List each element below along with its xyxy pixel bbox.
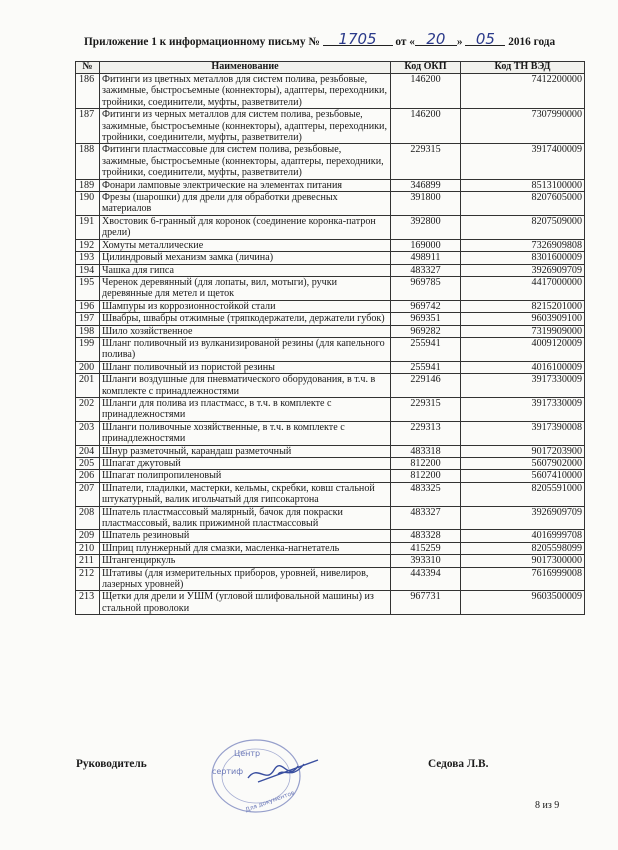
row-okp-cell: 969742 [391,300,461,312]
row-tnved-cell: 8513100000 [461,179,585,191]
row-name-cell: Шприц плунжерный для смазки, масленка-нагнетатель [100,542,391,554]
row-number-cell: 205 [76,458,100,470]
table-row [76,506,585,530]
row-number-cell: 193 [76,252,100,264]
row-name-cell: Шланг поливочный из пористой резины [100,361,391,373]
letter-month: 05 [465,33,505,46]
row-number-cell: 210 [76,542,100,554]
row-okp-cell: 812200 [391,470,461,482]
table-row [76,300,585,312]
row-name-cell: Шланги поливочные хозяйственные, в т.ч. в комплекте с принадлежностями [100,421,391,445]
row-number-cell: 209 [76,530,100,542]
row-number-cell: 200 [76,361,100,373]
row-tnved-cell: 8205598099 [461,542,585,554]
row-okp-cell: 255941 [391,337,461,361]
table-body [76,74,585,615]
row-number-cell: 207 [76,482,100,506]
row-name-cell: Хомуты металлические [100,239,391,251]
row-okp-cell: 415259 [391,542,461,554]
row-name-cell: Штангенциркуль [100,555,391,567]
row-name-cell: Шпатель резиновый [100,530,391,542]
row-number-cell: 202 [76,397,100,421]
row-tnved-cell: 3926909709 [461,264,585,276]
row-name-cell: Швабры, швабры отжимные (тряпкодержатели, держатели губок) [100,313,391,325]
row-tnved-cell: 3917330009 [461,397,585,421]
row-tnved-cell: 9603909100 [461,313,585,325]
row-name-cell: Шило хозяйственное [100,325,391,337]
row-name-cell: Шланги для полива из пластмасс, в т.ч. в комплекте с принадлежностями [100,397,391,421]
row-name-cell: Фитинги из цветных металлов для систем полива, резьбовые, зажимные, быстросъемные (коннекторы), адаптеры, переходники, тройники, соединители, муфты, разветвители) [100,74,391,109]
row-okp-cell: 483327 [391,264,461,276]
row-okp-cell: 169000 [391,239,461,251]
row-number-cell: 188 [76,144,100,179]
row-number-cell: 201 [76,374,100,398]
products-table [75,61,585,615]
col-header-tnved: Код ТН ВЭД [461,62,585,74]
stamp-text-top: Центр [234,749,261,758]
row-tnved-cell: 8207605000 [461,192,585,216]
row-name-cell: Фитинги пластмассовые для систем полива, резьбовые, зажимные, быстросъемные (коннекторы, адаптеры, переходники, тройники, соединители, муфты, разветвители) [100,144,391,179]
row-number-cell: 196 [76,300,100,312]
row-okp-cell: 392800 [391,215,461,239]
row-okp-cell: 146200 [391,109,461,144]
row-number-cell: 208 [76,506,100,530]
col-header-number: № [76,62,100,74]
row-okp-cell: 969351 [391,313,461,325]
row-tnved-cell: 4009120009 [461,337,585,361]
row-okp-cell: 229315 [391,144,461,179]
row-number-cell: 197 [76,313,100,325]
table-row [76,74,585,109]
row-tnved-cell: 5607902000 [461,458,585,470]
row-tnved-cell: 7307990000 [461,109,585,144]
row-number-cell: 203 [76,421,100,445]
table-row [76,567,585,591]
row-number-cell: 211 [76,555,100,567]
from-label: от « [395,36,415,48]
table-row [76,591,585,615]
table-row [76,361,585,373]
table-row [76,482,585,506]
row-okp-cell: 483328 [391,530,461,542]
table-row [76,397,585,421]
row-okp-cell: 393310 [391,555,461,567]
row-name-cell: Черенок деревянный (для лопаты, вил, мотыги), ручки деревянные для метел и щеток [100,276,391,300]
row-name-cell: Цилиндровый механизм замка (личина) [100,252,391,264]
row-tnved-cell: 4016100009 [461,361,585,373]
table-row [76,542,585,554]
row-okp-cell: 969282 [391,325,461,337]
row-number-cell: 204 [76,445,100,457]
letter-number: 1705 [323,33,393,46]
row-name-cell: Хвостовик 6-гранный для коронок (соединение коронка-патрон дрели) [100,215,391,239]
row-name-cell: Шпатели, гладилки, мастерки, кельмы, скребки, ковш стальной штукатурный, валик игольчатый для гипсокартона [100,482,391,506]
row-tnved-cell: 4417000000 [461,276,585,300]
row-okp-cell: 483325 [391,482,461,506]
row-okp-cell: 391800 [391,192,461,216]
row-number-cell: 189 [76,179,100,191]
table-row [76,192,585,216]
row-tnved-cell: 8301600009 [461,252,585,264]
row-okp-cell: 229315 [391,397,461,421]
row-number-cell: 199 [76,337,100,361]
row-okp-cell: 229146 [391,374,461,398]
row-name-cell: Фрезы (шарошки) для дрели для обработки древесных материалов [100,192,391,216]
table-row [76,313,585,325]
year-text: 2016 года [508,36,556,48]
row-name-cell: Шпатель пластмассовый малярный, бачок для покраски пластмассовый, валик прижимной пластмассовый [100,506,391,530]
table-row [76,215,585,239]
row-tnved-cell: 3926909709 [461,506,585,530]
row-tnved-cell: 7412200000 [461,74,585,109]
row-name-cell: Шпагат джутовый [100,458,391,470]
row-name-cell: Шпагат полипропиленовый [100,470,391,482]
row-okp-cell: 443394 [391,567,461,591]
table-header-row [76,62,585,74]
row-number-cell: 194 [76,264,100,276]
row-name-cell: Шланг поливочный из вулканизированой резины (для капельного полива) [100,337,391,361]
title-prefix: Приложение 1 к информационному письму № [84,36,320,48]
seal-stamp [208,734,328,814]
row-number-cell: 187 [76,109,100,144]
row-name-cell: Щетки для дрели и УШМ (угловой шлифовальной машины) из стальной проволоки [100,591,391,615]
row-tnved-cell: 3917390008 [461,421,585,445]
row-okp-cell: 483318 [391,445,461,457]
table-row [76,530,585,542]
row-tnved-cell: 3917330009 [461,374,585,398]
table-row [76,555,585,567]
row-tnved-cell: 3917400009 [461,144,585,179]
appendix-title [84,30,594,48]
row-okp-cell: 812200 [391,458,461,470]
row-okp-cell: 498911 [391,252,461,264]
col-header-okp: Код ОКП [391,62,461,74]
row-name-cell: Фитинги из черных металлов для систем полива, резьбовые, зажимные, быстросъемные (коннекторы), адаптеры, переходники, тройники, соединители, муфты, разветвители) [100,109,391,144]
letter-day: 20 [415,33,457,46]
table-row [76,374,585,398]
row-tnved-cell: 9017203900 [461,445,585,457]
signature-icon [248,760,318,782]
table-row [76,337,585,361]
row-number-cell: 198 [76,325,100,337]
row-number-cell: 206 [76,470,100,482]
row-name-cell: Фонари ламповые электрические на элементах питания [100,179,391,191]
row-name-cell: Шампуры из коррозионностойкой стали [100,300,391,312]
row-okp-cell: 346899 [391,179,461,191]
table-row [76,445,585,457]
table-row [76,276,585,300]
table-row [76,179,585,191]
row-tnved-cell: 7326909808 [461,239,585,251]
table-row [76,109,585,144]
stamp-text-bottom: Для документов [244,789,296,814]
table-row [76,458,585,470]
row-tnved-cell: 9603500009 [461,591,585,615]
row-tnved-cell: 4016999708 [461,530,585,542]
row-number-cell: 212 [76,567,100,591]
row-number-cell: 190 [76,192,100,216]
table-row [76,239,585,251]
row-number-cell: 186 [76,74,100,109]
row-okp-cell: 969785 [391,276,461,300]
row-okp-cell: 255941 [391,361,461,373]
row-tnved-cell: 9017300000 [461,555,585,567]
table-row [76,264,585,276]
row-tnved-cell: 7319909000 [461,325,585,337]
table-row [76,470,585,482]
row-name-cell: Шнур разметочный, карандаш разметочный [100,445,391,457]
row-okp-cell: 229313 [391,421,461,445]
row-name-cell: Чашка для гипса [100,264,391,276]
table-row [76,144,585,179]
row-number-cell: 195 [76,276,100,300]
row-tnved-cell: 7616999008 [461,567,585,591]
row-okp-cell: 146200 [391,74,461,109]
signer-label: Руководитель [76,758,147,770]
row-number-cell: 213 [76,591,100,615]
table-row [76,252,585,264]
quote-close: » [456,36,463,48]
signer-name: Седова Л.В. [428,758,489,770]
page-number: 8 из 9 [535,800,560,811]
col-header-name: Наименование [100,62,391,74]
table-row [76,421,585,445]
row-number-cell: 192 [76,239,100,251]
row-tnved-cell: 8205591000 [461,482,585,506]
row-okp-cell: 483327 [391,506,461,530]
row-okp-cell: 967731 [391,591,461,615]
row-tnved-cell: 8207509000 [461,215,585,239]
row-tnved-cell: 8215201000 [461,300,585,312]
table-row [76,325,585,337]
row-tnved-cell: 5607410000 [461,470,585,482]
row-number-cell: 191 [76,215,100,239]
row-name-cell: Штативы (для измерительных приборов, уровней, нивелиров, лазерных уровней) [100,567,391,591]
row-name-cell: Шланги воздушные для пневматического оборудования, в т.ч. в комплекте с принадлежностями [100,374,391,398]
stamp-text-mid: сертиф [212,767,244,776]
